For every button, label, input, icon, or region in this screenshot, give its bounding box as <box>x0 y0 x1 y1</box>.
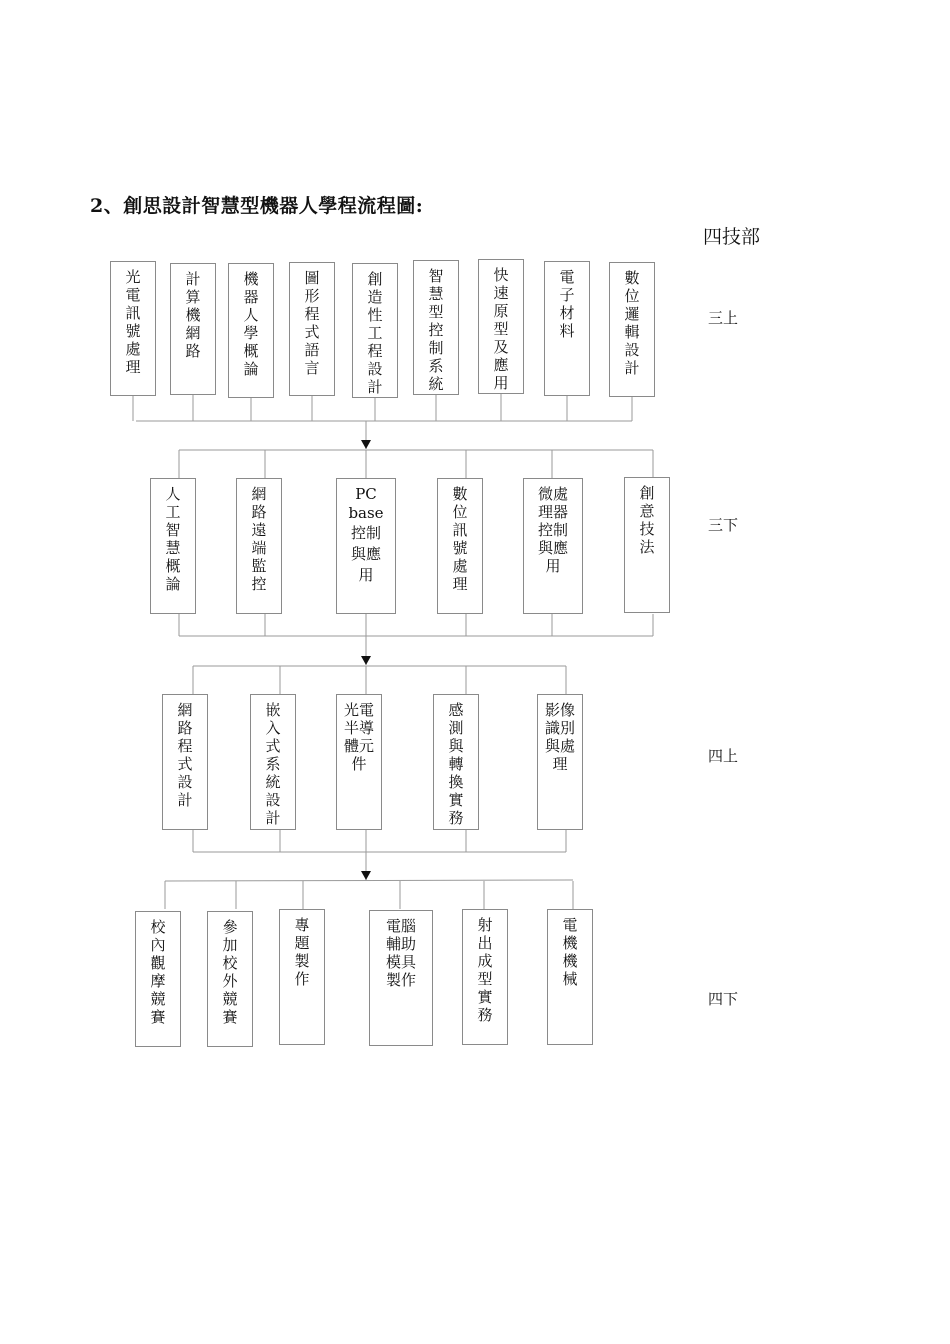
course-label: 創 意 技 法 <box>639 484 655 556</box>
course-box <box>437 478 483 614</box>
semester-label-s3: 四上 <box>708 747 739 765</box>
course-box <box>336 478 396 614</box>
course-box <box>609 262 655 397</box>
course-label: 光 電 訊 號 處 理 <box>125 268 141 376</box>
course-label: 參 加 校 外 競 賽 <box>222 918 238 1026</box>
course-label: 影像 識別 與處 理 <box>544 701 575 773</box>
department-label: 四技部 <box>703 226 761 248</box>
course-box <box>433 694 479 830</box>
connector-line <box>165 880 573 881</box>
course-label: 數 位 訊 號 處 理 <box>452 485 468 593</box>
course-box <box>289 262 335 396</box>
course-box <box>162 694 208 830</box>
course-box <box>110 261 156 396</box>
course-box <box>352 263 398 398</box>
course-box <box>207 911 253 1047</box>
course-box <box>336 694 382 830</box>
course-label <box>348 485 383 613</box>
course-label-cjk: 控制 與應 用 <box>350 524 381 584</box>
course-box <box>279 909 325 1045</box>
course-label: 人 工 智 慧 概 論 <box>165 485 181 593</box>
course-label: 感 測 與 轉 換 實 務 <box>448 701 464 827</box>
course-label: 計 算 機 網 路 <box>185 270 201 360</box>
course-box <box>523 478 583 614</box>
course-label: 電 子 材 料 <box>559 268 575 340</box>
course-box <box>170 263 216 395</box>
course-label: 光電 半導 體元 件 <box>343 701 374 773</box>
semester-label-s4: 四下 <box>708 990 739 1008</box>
semester-label-s2: 三下 <box>708 516 739 534</box>
course-label: 電 機 機 械 <box>562 916 578 988</box>
course-label: 網 路 程 式 設 計 <box>177 701 193 809</box>
course-label: 專 題 製 作 <box>294 916 310 988</box>
course-box <box>150 478 196 614</box>
course-box <box>250 694 296 830</box>
course-label: 快 速 原 型 及 應 用 <box>493 266 509 392</box>
course-box <box>236 478 282 614</box>
course-box <box>547 909 593 1045</box>
course-label: 微處 理器 控制 與應 用 <box>537 485 568 575</box>
course-label: 校 內 觀 摩 競 賽 <box>150 918 166 1026</box>
course-label: 嵌 入 式 系 統 設 計 <box>265 701 281 827</box>
flow-arrow <box>361 871 371 880</box>
semester-label-s1: 三上 <box>708 309 739 327</box>
course-label: 圖 形 程 式 語 言 <box>304 269 320 377</box>
course-box <box>228 263 274 398</box>
course-label: 創 造 性 工 程 設 計 <box>367 270 383 396</box>
course-label: 射 出 成 型 實 務 <box>477 916 493 1024</box>
course-box <box>537 694 583 830</box>
course-label: 智 慧 型 控 制 系 統 <box>428 267 444 393</box>
course-box <box>544 261 590 396</box>
course-box <box>413 260 459 395</box>
flow-arrow <box>361 440 371 449</box>
course-box <box>624 477 670 613</box>
course-box <box>478 259 524 394</box>
flow-arrow <box>361 656 371 665</box>
course-label: 網 路 遠 端 監 控 <box>251 485 267 593</box>
course-label: 數 位 邏 輯 設 計 <box>624 269 640 377</box>
course-label-latin: PC base <box>348 485 384 522</box>
course-box <box>462 909 508 1045</box>
page-title: 2、創思設計智慧型機器人學程流程圖: <box>90 195 424 217</box>
course-box <box>369 910 433 1046</box>
course-label: 機 器 人 學 概 論 <box>243 270 259 378</box>
course-box <box>135 911 181 1047</box>
course-label: 電腦 輔助 模具 製作 <box>385 917 416 989</box>
